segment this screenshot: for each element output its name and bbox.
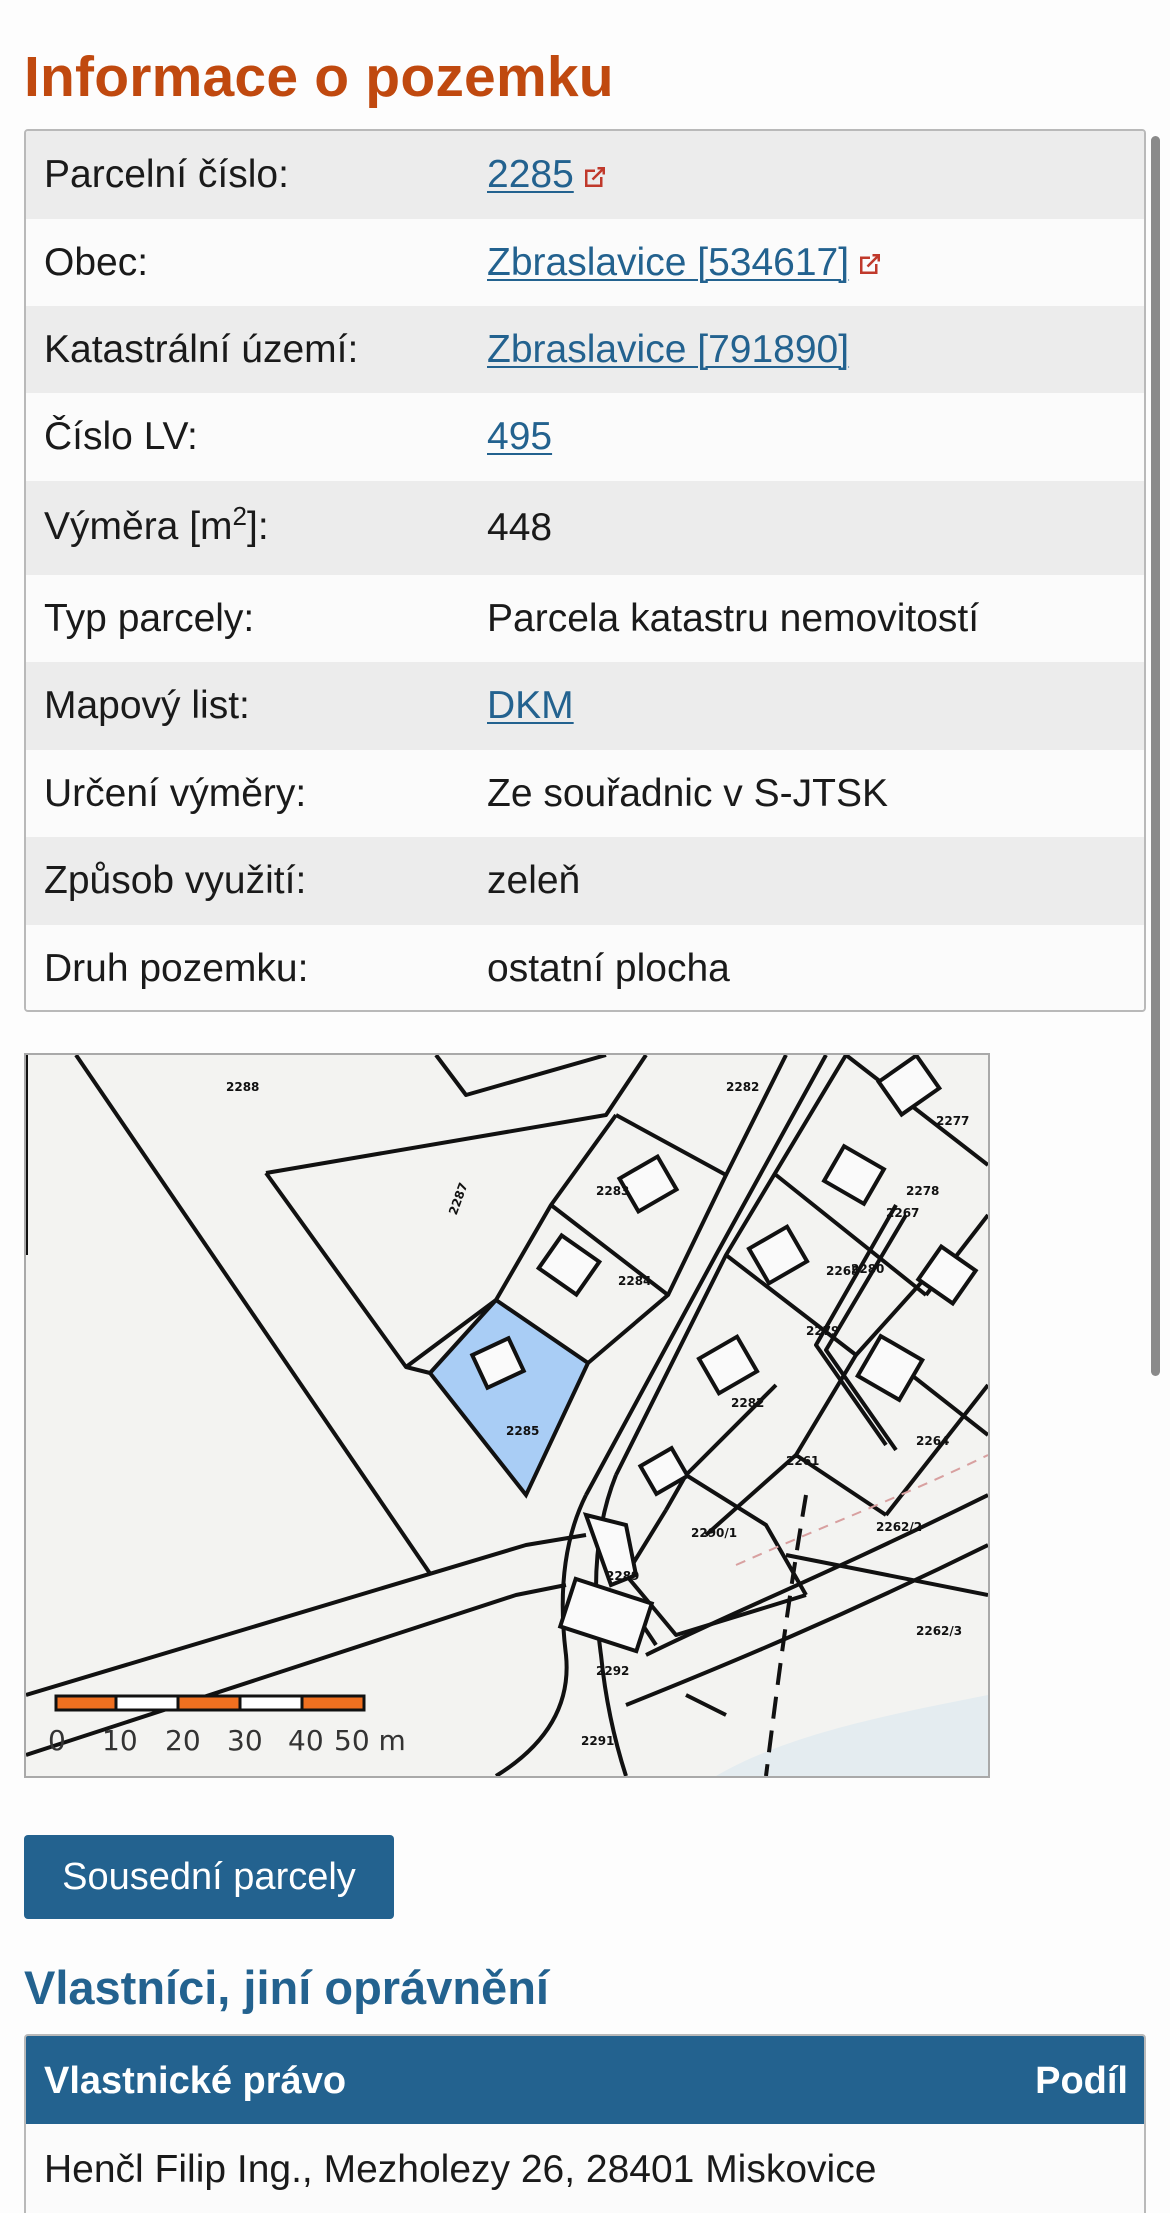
svg-text:2282: 2282 [726, 1080, 760, 1094]
svg-text:2289: 2289 [606, 1569, 640, 1583]
row-label: Způsob využití: [44, 859, 307, 902]
neighbor-parcels-button[interactable]: Sousední parcely [24, 1835, 394, 1919]
external-link-icon[interactable] [580, 162, 610, 192]
svg-text:2278: 2278 [906, 1184, 940, 1198]
svg-text:2291: 2291 [581, 1734, 615, 1748]
row-label: Číslo LV: [44, 415, 198, 458]
row-label: Katastrální území: [44, 327, 359, 371]
page-title: Informace o pozemku [24, 45, 614, 109]
row-label: Určení výměry: [44, 771, 307, 815]
svg-text:2280: 2280 [851, 1262, 885, 1276]
external-link-icon[interactable] [855, 249, 885, 279]
row-label: Druh pozemku: [44, 946, 309, 990]
parcel-number-link[interactable]: 2285 [487, 153, 574, 196]
owners-table [24, 2034, 1146, 2213]
table-row [26, 662, 1144, 750]
scrollbar[interactable] [1151, 136, 1160, 1376]
table-row [26, 575, 1144, 662]
scale-label: 40 [288, 1724, 324, 1757]
area-value: 448 [487, 506, 553, 549]
scale-label: 20 [165, 1724, 201, 1757]
svg-text:2283: 2283 [596, 1184, 630, 1198]
row-label: Výměra $[m^2]$: [44, 501, 269, 548]
parcel-info-table [24, 129, 1146, 1012]
svg-text:2277: 2277 [936, 1114, 970, 1128]
share-column-header: Podíl [1035, 2060, 1128, 2102]
scale-label: 30 [227, 1724, 263, 1757]
table-row [26, 925, 1144, 1012]
cadastral-area-link[interactable]: Zbraslavice [791890] [487, 327, 850, 371]
cadastral-map-drawing [26, 1055, 988, 1776]
table-row [26, 750, 1144, 837]
parcel-number-value [487, 153, 610, 197]
row-label: Obec: [44, 240, 149, 284]
scale-label: 10 [102, 1724, 138, 1757]
svg-text:2261: 2261 [786, 1454, 820, 1468]
row-label: Typ parcely: [44, 596, 255, 640]
svg-text:2288: 2288 [226, 1080, 260, 1094]
svg-text:2285: 2285 [506, 1424, 540, 1438]
svg-text:2279: 2279 [806, 1324, 840, 1338]
table-row [26, 131, 1144, 219]
land-type-value: ostatní plocha [487, 946, 730, 990]
owners-table-header [26, 2036, 1144, 2124]
table-row [26, 306, 1144, 393]
municipality-link[interactable]: Zbraslavice [534617] [487, 240, 850, 284]
area-method-value: Ze souřadnic v S-JTSK [487, 771, 888, 815]
svg-text:2284: 2284 [618, 1274, 652, 1288]
lv-number-link[interactable]: 495 [487, 415, 553, 458]
owner-row: Henčl Filip Ing., Mezholezy 26, 28401 Miskovice [44, 2148, 877, 2191]
owners-section-title: Vlastníci, jiní oprávnění [24, 1961, 549, 2014]
map-scale-bar [48, 1696, 406, 1757]
row-label: Mapový list: [44, 684, 250, 727]
table-row [26, 219, 1144, 306]
cadastral-map[interactable] [24, 1053, 990, 1778]
svg-text:2267: 2267 [886, 1206, 920, 1220]
svg-text:2290/1: 2290/1 [691, 1526, 738, 1540]
svg-text:2287: 2287 [446, 1180, 471, 1217]
svg-text:2262/2: 2262/2 [876, 1520, 923, 1534]
scale-label: 0 [48, 1724, 66, 1757]
table-row [26, 393, 1144, 481]
scale-label: 50 m [334, 1724, 406, 1757]
table-row [26, 837, 1144, 925]
row-label: Parcelní číslo: [44, 153, 289, 196]
svg-text:2264: 2264 [916, 1434, 950, 1448]
svg-text:2262/3: 2262/3 [916, 1624, 963, 1638]
svg-text:2282: 2282 [731, 1396, 765, 1410]
ownership-column-header: Vlastnické právo [44, 2060, 347, 2102]
parcel-type-value: Parcela katastru nemovitostí [487, 596, 980, 640]
svg-text:2292: 2292 [596, 1664, 630, 1678]
usage-value: zeleň [487, 859, 581, 902]
table-row [26, 481, 1144, 575]
map-sheet-link[interactable]: DKM [487, 684, 574, 727]
municipality-value [487, 241, 885, 285]
svg-text:2265: 2265 [826, 1264, 860, 1278]
